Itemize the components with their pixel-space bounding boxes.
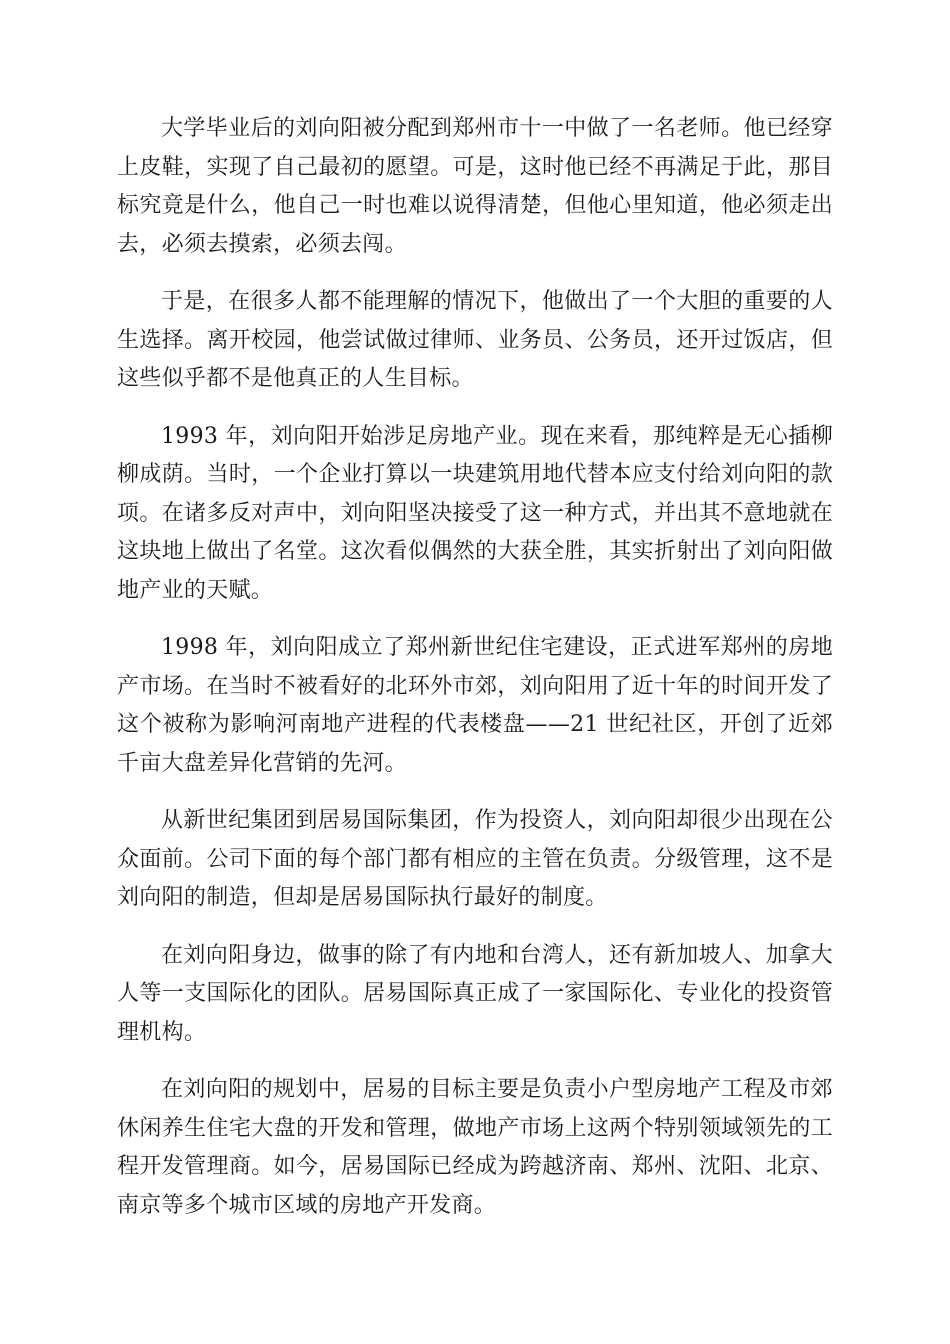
paragraph-5: 从新世纪集团到居易国际集团，作为投资人，刘向阳却很少出现在公众面前。公司下面的每个部门都有相应的主管在负责。分级管理，这不是刘向阳的制造，但却是居易国际执行最好的制度。: [117, 808, 833, 910]
article-body: [117, 110, 833, 1244]
paragraph-3: 1993 年，刘向阳开始涉足房地产业。现在来看，那纯粹是无心插柳柳成荫。当时，一个企业打算以一块建筑用地代替本应支付给刘向阳的款项。在诸多反对声中，刘向阳坚决接受了这一种方式，并出其不意地就在这块地上做出了名堂。这次看似偶然的大获全胜，其实折射出了刘向阳做地产业的天赋。: [117, 423, 833, 603]
paragraph-6: 在刘向阳身边，做事的除了有内地和台湾人，还有新加坡人、加拿大人等一支国际化的团队。居易国际真正成了一家国际化、专业化的投资管理机构。: [117, 942, 833, 1045]
paragraph-2: 于是，在很多人都不能理解的情况下，他做出了一个大胆的重要的人生选择。离开校园，他尝试做过律师、业务员、公务员，还开过饭店，但这些似乎都不是他真正的人生目标。: [117, 289, 833, 391]
paragraph-1: 大学毕业后的刘向阳被分配到郑州市十一中做了一名老师。他已经穿上皮鞋，实现了自己最初的愿望。可是，这时他已经不再满足于此，那目标究竟是什么，他自己一时也难以说得清楚，但他心里知道，他必须走出去，必须去摸索，必须去闯。: [117, 116, 833, 257]
paragraph-7: 在刘向阳的规划中，居易的目标主要是负责小户型房地产工程及市郊休闲养生住宅大盘的开发和管理，做地产市场上这两个特别领域领先的工程开发管理商。如今，居易国际已经成为跨越济南、郑州、沈阳、北京、南京等多个城市区域的房地产开发商。: [117, 1077, 833, 1218]
paragraph-4: 1998 年，刘向阳成立了郑州新世纪住宅建设，正式进军郑州的房地产市场。在当时不被看好的北环外市郊，刘向阳用了近十年的时间开发了这个被称为影响河南地产进程的代表楼盘——21 世纪社区，开创了近郊千亩大盘差异化营销的先河。: [117, 635, 833, 776]
